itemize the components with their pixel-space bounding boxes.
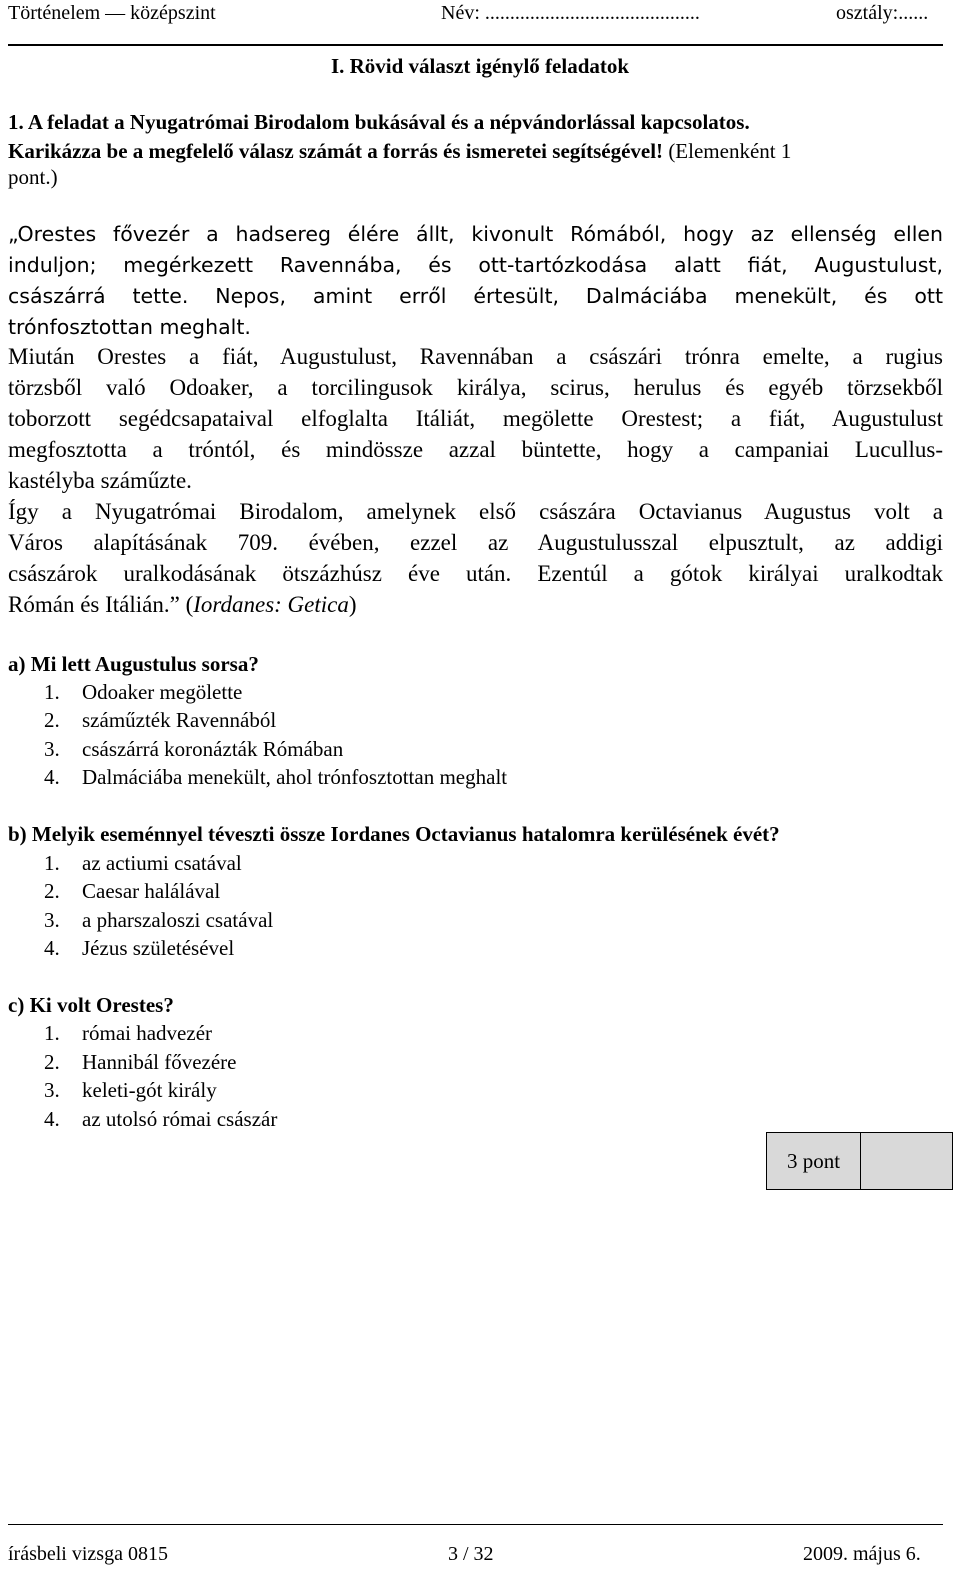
footer-page-number: 3 / 32 [448, 1543, 494, 1565]
task-instruction [8, 139, 791, 164]
source-line: induljon; megérkezett Ravennába, és ott-tartózkodása alatt fiát, Augustulust, [8, 253, 943, 277]
source-line: „Orestes fővezér a hadsereg élére állt, kivonult Rómából, hogy az ellenség ellen [8, 222, 943, 246]
source-last-line [8, 589, 943, 620]
source-line: császárok uralkodásának ötszázhúsz éve után. Ezentúl a gótok királyai uralkodtak [8, 561, 943, 586]
header-rule [8, 44, 943, 46]
option-text: Caesar halálával [82, 879, 221, 903]
footer-exam-code: írásbeli vizsga 0815 [8, 1543, 168, 1565]
question-c: c) Ki volt Orestes? [8, 993, 174, 1017]
source-line: Miután Orestes a fiát, Augustulust, Ravennában a császári trónra emelte, a rugius [8, 344, 943, 369]
citation-open: ( [179, 592, 194, 617]
option-text: Hannibál fővezére [82, 1050, 237, 1074]
option-number[interactable]: 4. [44, 765, 60, 789]
score-entry-cell[interactable] [861, 1133, 952, 1189]
option-number[interactable]: 2. [44, 708, 60, 732]
task-scoring-note: (Elemenként 1 [663, 139, 792, 163]
option-number[interactable]: 4. [44, 1107, 60, 1131]
source-line: kastélyba száműzte. [8, 468, 192, 493]
question-a: a) Mi lett Augustulus sorsa? [8, 652, 259, 676]
option-number[interactable]: 2. [44, 879, 60, 903]
source-text-end: Rómán és Itálián.” [8, 592, 180, 617]
option-number[interactable]: 1. [44, 680, 60, 704]
option-number[interactable]: 4. [44, 936, 60, 960]
option-number[interactable]: 3. [44, 908, 60, 932]
score-box [766, 1132, 953, 1190]
task-scoring-note-cont: pont.) [8, 165, 58, 189]
question-b: b) Melyik eseménnyel téveszti össze Iordanes Octavianus hatalomra kerülésének évét? [8, 822, 780, 846]
source-line: toborzott segédcsapataival elfoglalta Itáliát, megölette Orestest; a fiát, Augustulust [8, 406, 943, 431]
source-line: megfosztotta a tróntól, és mindössze azzal büntette, hogy a campaniai Lucullus- [8, 437, 943, 462]
option-text: az actiumi csatával [82, 851, 242, 875]
source-line: Város alapításának 709. évében, ezzel az Augustulusszal elpusztult, az addigi [8, 530, 943, 555]
score-label: 3 pont [767, 1133, 861, 1189]
option-number[interactable]: 1. [44, 851, 60, 875]
citation-close: ) [348, 592, 357, 617]
option-number[interactable]: 3. [44, 1078, 60, 1102]
option-text: az utolsó római császár [82, 1107, 278, 1131]
header-name-field: Név: ........................................... [441, 2, 700, 24]
header-subject: Történelem — középszint [8, 2, 216, 24]
source-line: Így a Nyugatrómai Birodalom, amelynek első császára Octavianus Augustus volt a [8, 499, 943, 524]
option-text: római hadvezér [82, 1021, 213, 1045]
source-line: császárrá tette. Nepos, amint erről értesült, Dalmáciába menekült, és ott [8, 284, 943, 308]
option-number[interactable]: 1. [44, 1021, 60, 1045]
option-text: a pharszaloszi csatával [82, 908, 274, 932]
citation-author: Iordanes: Getica [193, 592, 349, 617]
option-text: császárrá koronázták Rómában [82, 737, 344, 761]
task-instruction-bold: Karikázza be a megfelelő válasz számát a forrás és ismeretei segítségével! [8, 139, 664, 163]
option-number[interactable]: 2. [44, 1050, 60, 1074]
header-class-field: osztály:...... [836, 2, 929, 24]
section-title: I. Rövid választ igénylő feladatok [330, 54, 630, 78]
option-text: száműzték Ravennából [82, 708, 277, 732]
source-line: trónfosztottan meghalt. [8, 315, 251, 339]
option-number[interactable]: 3. [44, 737, 60, 761]
task-intro: 1. A feladat a Nyugatrómai Birodalom bukásával és a népvándorlással kapcsolatos. [8, 110, 750, 134]
option-text: keleti-gót király [82, 1078, 217, 1102]
option-text: Dalmáciába menekült, ahol trónfosztottan meghalt [82, 765, 508, 789]
option-text: Jézus születésével [82, 936, 235, 960]
option-text: Odoaker megölette [82, 680, 243, 704]
footer-date: 2009. május 6. [803, 1543, 921, 1565]
footer-rule [8, 1524, 943, 1525]
source-line: törzsből való Odoaker, a torcilingusok királya, scirus, herulus és egyéb törzsekből [8, 375, 943, 400]
